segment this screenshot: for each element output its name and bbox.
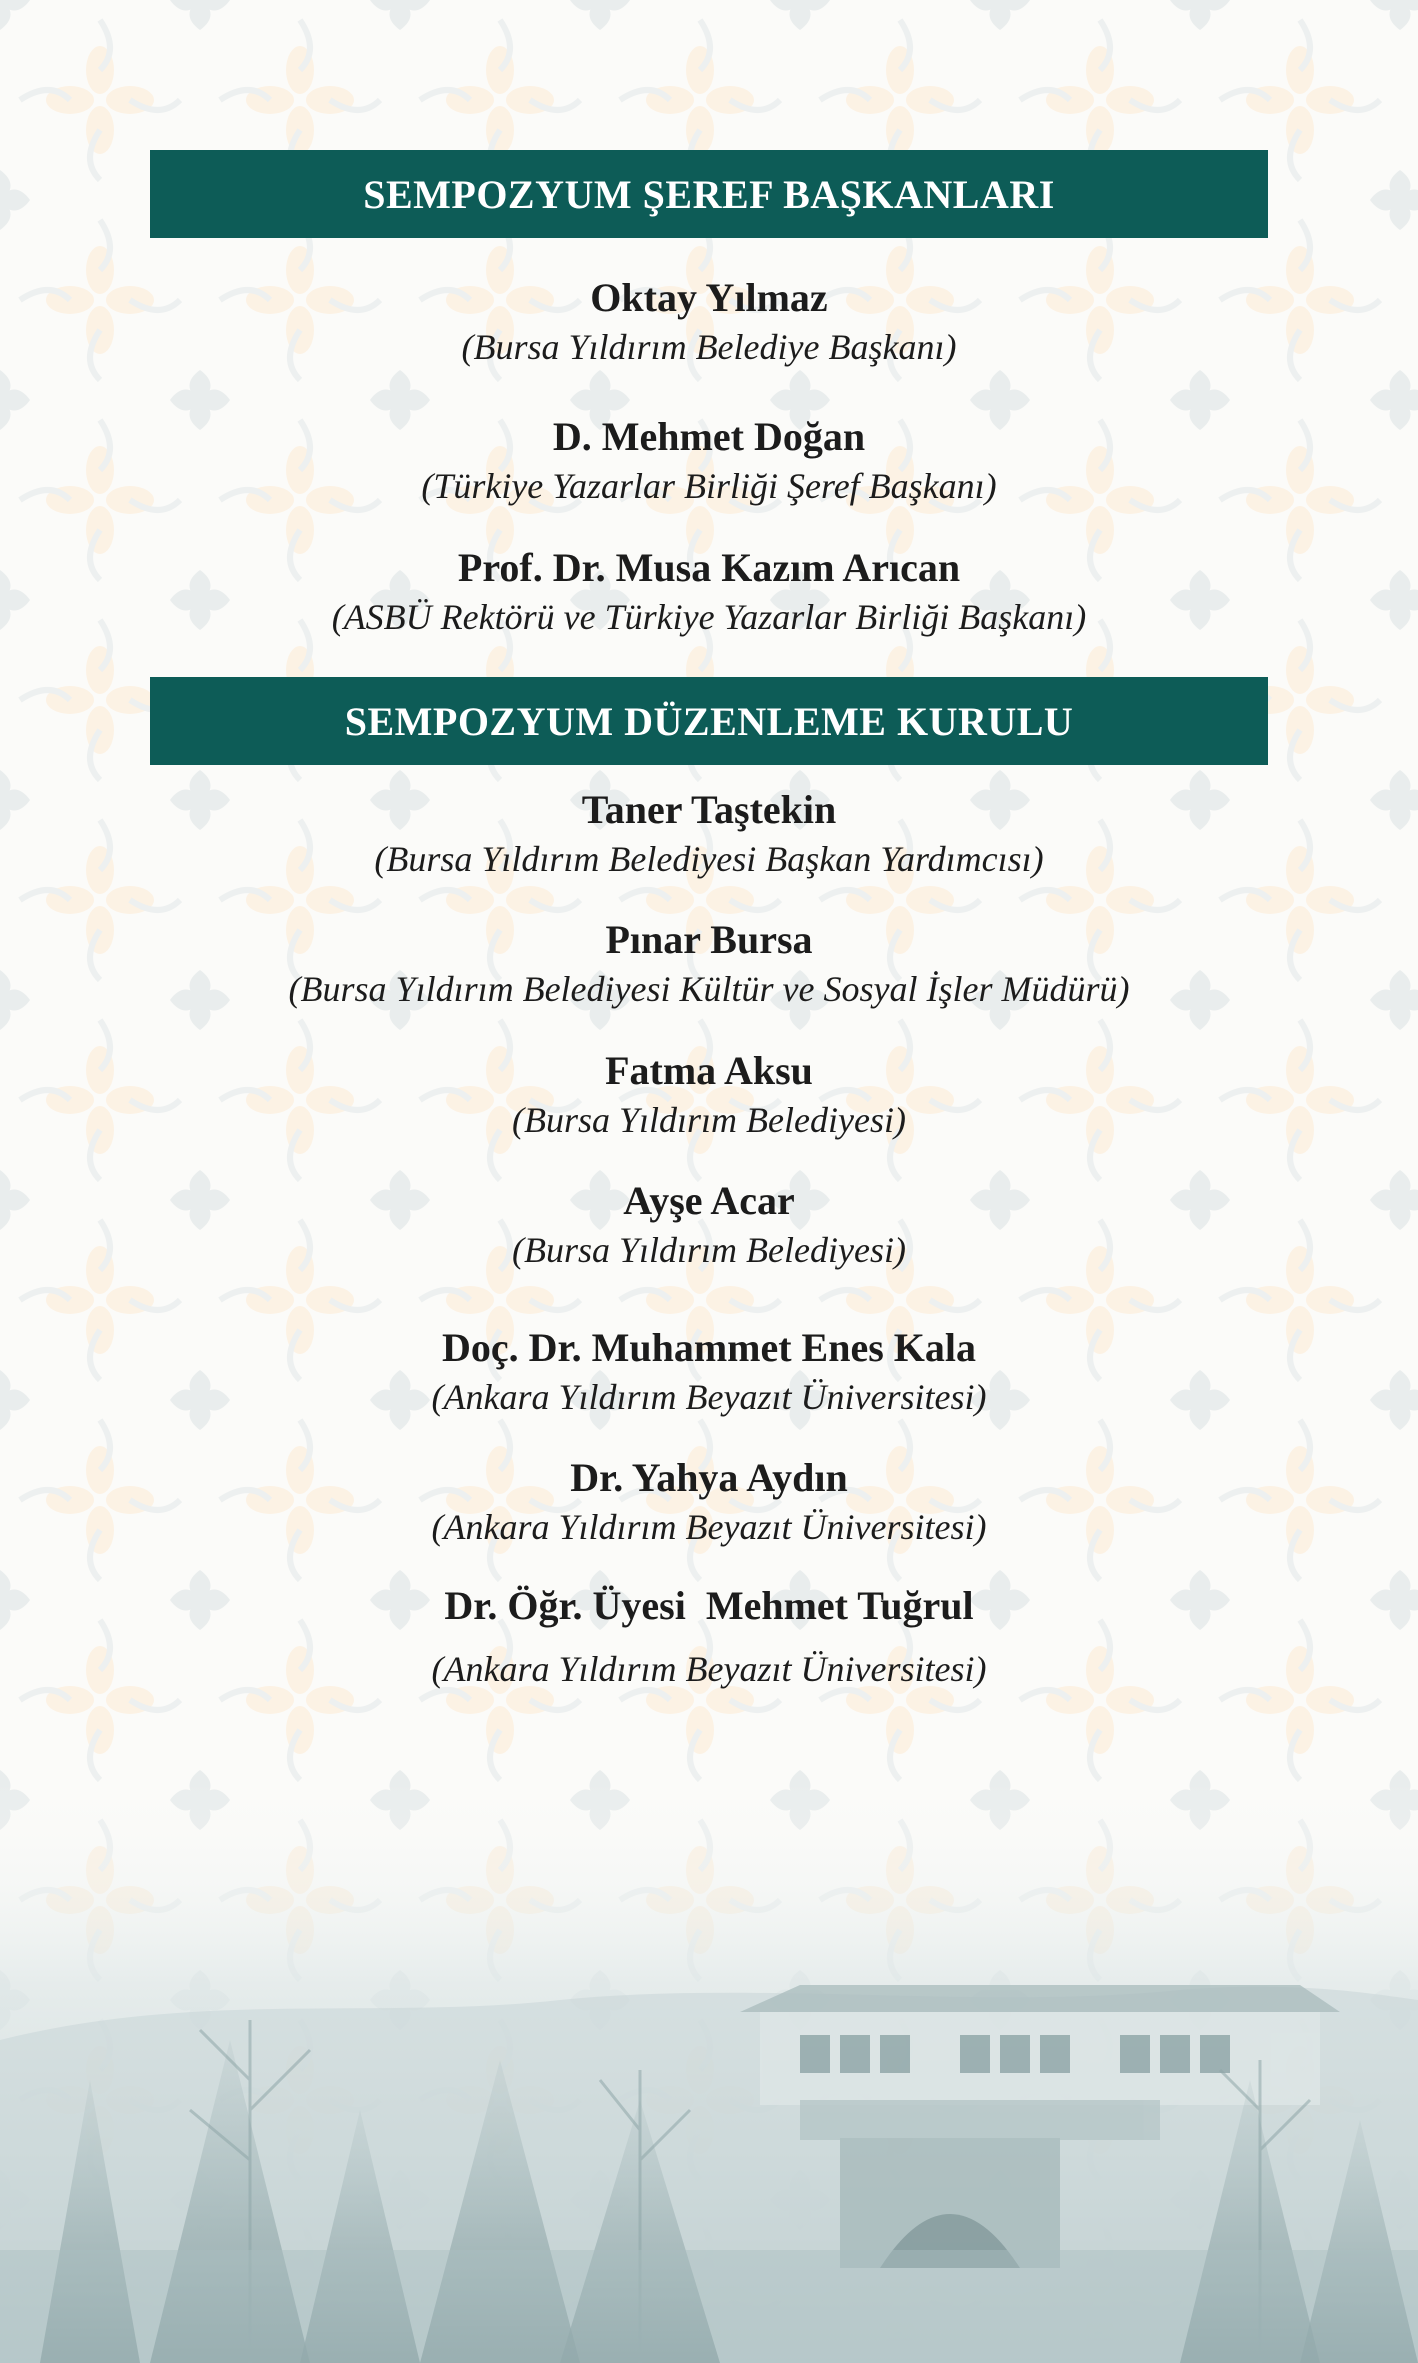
member-entry bbox=[0, 1176, 1418, 1274]
member-name: Ayşe Acar bbox=[623, 1178, 795, 1223]
member-role: (Bursa Yıldırım Belediyesi) bbox=[512, 1230, 906, 1270]
member-name: Pınar Bursa bbox=[605, 917, 813, 962]
member-entry bbox=[0, 1581, 1418, 1693]
member-entry bbox=[0, 273, 1418, 371]
section-title: SEMPOZYUM DÜZENLEME KURULU bbox=[344, 698, 1074, 744]
member-entry bbox=[0, 1453, 1418, 1551]
section-title: SEMPOZYUM ŞEREF BAŞKANLARI bbox=[363, 171, 1055, 217]
member-role: (Bursa Yıldırım Belediye Başkanı) bbox=[461, 327, 957, 367]
member-name: Taner Taştekin bbox=[581, 787, 837, 832]
member-role: (Ankara Yıldırım Beyazıt Üniversitesi) bbox=[431, 1507, 987, 1547]
member-entry bbox=[0, 412, 1418, 510]
member-role: (Ankara Yıldırım Beyazıt Üniversitesi) bbox=[431, 1377, 987, 1417]
member-name: Doç. Dr. Muhammet Enes Kala bbox=[441, 1325, 977, 1370]
member-name: Fatma Aksu bbox=[605, 1048, 813, 1093]
section-banner-organizing-committee bbox=[150, 677, 1268, 765]
member-name: Prof. Dr. Musa Kazım Arıcan bbox=[457, 545, 961, 590]
member-name: Dr. Yahya Aydın bbox=[570, 1455, 848, 1500]
member-name: Dr. Öğr. Üyesi Mehmet Tuğrul bbox=[444, 1583, 974, 1628]
member-role: (Türkiye Yazarlar Birliği Şeref Başkanı) bbox=[421, 466, 997, 506]
member-name: Oktay Yılmaz bbox=[590, 275, 828, 320]
member-entry bbox=[0, 1323, 1418, 1421]
member-role: (Ankara Yıldırım Beyazıt Üniversitesi) bbox=[431, 1649, 987, 1689]
member-role: (ASBÜ Rektörü ve Türkiye Yazarlar Birliği Başkanı) bbox=[331, 597, 1087, 637]
landscape-illustration bbox=[0, 1780, 1418, 2363]
member-entry bbox=[0, 915, 1418, 1013]
member-entry bbox=[0, 543, 1418, 641]
member-role: (Bursa Yıldırım Belediyesi Kültür ve Sosyal İşler Müdürü) bbox=[288, 969, 1130, 1009]
member-entry bbox=[0, 785, 1418, 883]
member-role: (Bursa Yıldırım Belediyesi) bbox=[512, 1100, 906, 1140]
member-role: (Bursa Yıldırım Belediyesi Başkan Yardımcısı) bbox=[374, 839, 1044, 879]
member-entry bbox=[0, 1046, 1418, 1144]
member-name: D. Mehmet Doğan bbox=[552, 414, 866, 459]
section-banner-honorary-chairs bbox=[150, 150, 1268, 238]
